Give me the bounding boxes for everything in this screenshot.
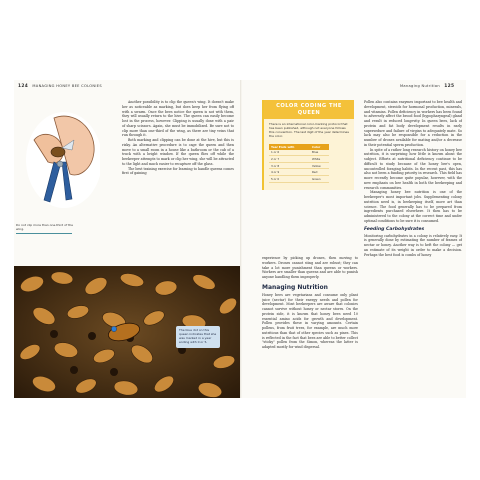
section-heading: Managing Nutrition [262, 283, 328, 291]
right-running-title: Managing Nutrition [400, 84, 440, 88]
middle-column [262, 256, 358, 394]
left-column [122, 100, 234, 266]
table-cell: 3 or 8 [269, 162, 310, 169]
middle-lead-paragraph: experience by picking up drones, then moving to workers. Drones cannot sting and are robust; they can take a lot more punishment than queens or workers. Workers are smaller than queens and are able to punish anyone handling them improperly. [262, 256, 358, 279]
right-paragraph: Managing honey bee nutrition is one of the beekeeper's most important jobs. Supplementing colony nutrition need is, in beekeeping itself, more art than science. The food generally has to be prepared from ingredients purchased elsewhere. It then has to be administered to the colony at the correct time and under optimal conditions to be sure it is consumed. [364, 190, 462, 223]
sidebar-title: COLOR CODING THE QUEEN [264, 100, 354, 119]
caption-rule [16, 233, 72, 234]
left-paragraph: The best training exercise for learning to handle queens comes first of gaining [122, 166, 234, 176]
color-coding-sidebar [262, 100, 354, 190]
table-header-cell: Year Ends with [269, 144, 310, 150]
table-cell: Blue [310, 150, 329, 156]
table-row [269, 156, 329, 163]
table-cell: 1 or 6 [269, 150, 310, 156]
table-row [269, 175, 329, 182]
left-paragraph: Another possibility is to clip the queen's wing. It doesn't make her as noticeable as marking, but does keep her from flying off with a swarm. Once the bees notice the queen is not with them, they will usually return to the hive. The queen can easily become lost in the process, however. Clipping is usually done with a pair of sharp scissors. Again, she must be immobilized. Be sure not to clip more than one-third of the wing, as there are tiny veins that run through it. [122, 100, 234, 138]
wing-clipping-illustration [14, 100, 100, 212]
right-tail-paragraph: Monitoring carbohydrates in a colony is relatively easy. It is generally done by estimating the number of frames of nectar or honey. Another way is to heft the colony — get an estimate of its weight in order to make a decision. Perhaps the best food is combs of honey [364, 233, 462, 257]
left-running-title: MANAGING HONEY BEE COLONIES [32, 84, 102, 88]
left-page-number: 124 [18, 84, 29, 89]
color-code-table [269, 144, 329, 183]
table-row [269, 162, 329, 169]
left-paragraph: Both marking and clipping can be done at the hive, but this is risky. An alternative procedure is to cage the queen and then move to a small room in a house like a bathroom or the cab of a truck with a bright window. If the queen flies off while the beekeeper attempts to mark or clip her wing, she will be attracted to the light and much easier to recapture off the glass. [122, 138, 234, 166]
middle-paragraph: Honey bees are vegetarians and consume only plant juice (nectar) for their energy needs and pollen for development. Most beekeepers are aware that colonies cannot survive without honey or nectar stores. On the protein side, it is known that honey bees need 10 essential amino acids for growth and development. Pollen provides these in varying amounts. Certain pollens, from fruit trees, for example, are much more nutritious than that of other species such as pines. This is reflected in the fact that bees are able to better collect "sticky" pollen from the Simon, whereas the latter is adapted mostly for wind dispersal. [262, 292, 358, 349]
page-gutter [240, 80, 242, 398]
sidebar-body: There is an international color-marking protocol that has been published, although not everyone follows this convention. The last digit of the year determines the color. [269, 122, 349, 138]
table-cell: Yellow [310, 162, 329, 169]
right-column [364, 100, 462, 394]
book-spread [14, 80, 466, 398]
table-cell: 2 or 7 [269, 156, 310, 163]
left-running-head [18, 84, 102, 89]
table-cell: Green [310, 175, 329, 182]
right-running-head [400, 84, 454, 89]
table-row [269, 169, 329, 176]
subsection-heading: Feeding Carbohydrates [364, 226, 425, 232]
table-cell: 5 or 0 [269, 175, 310, 182]
illustration-caption: Do not clip more than one-third of the wing. [16, 223, 74, 231]
table-cell: White [310, 156, 329, 163]
table-header-cell: Color [310, 144, 329, 150]
right-paragraph: In spite of a rather long research history on honey bee nutrition, it is surprising how little is known about the subject. Efforts at nutritional deficiency continue to be difficult to study because of the honey bee's open, uncontrolled foraging habits. In the recent past, this has also not been a funding priority in research. This field has more recently become quite popular, however, with the new emphasis on bee health in both the beekeeping and research communities. [364, 147, 462, 190]
right-page-number: 125 [444, 84, 455, 89]
table-cell: Red [310, 169, 329, 176]
table-cell: 4 or 9 [269, 169, 310, 176]
photo-caption: The blue dot on this queen indicates that she was marked in a year ending with 0 or 5. [176, 326, 220, 348]
right-paragraph: Pollen also contains enzymes important to bee health and development, steroids for hormonal production, minerals, and vitamins. Pollen deficiency in workers has been found to adversely affect the brood food (hypopharyngeal) gland and result in reduced longevity. In queen bees, lack of protein and fat body development results in early supersedure and failure of virgins to adequately mate. So lack may also be responsible for a reduction in the number of drones available for mating and/or a decrease in their potential sperm production. [364, 100, 462, 147]
